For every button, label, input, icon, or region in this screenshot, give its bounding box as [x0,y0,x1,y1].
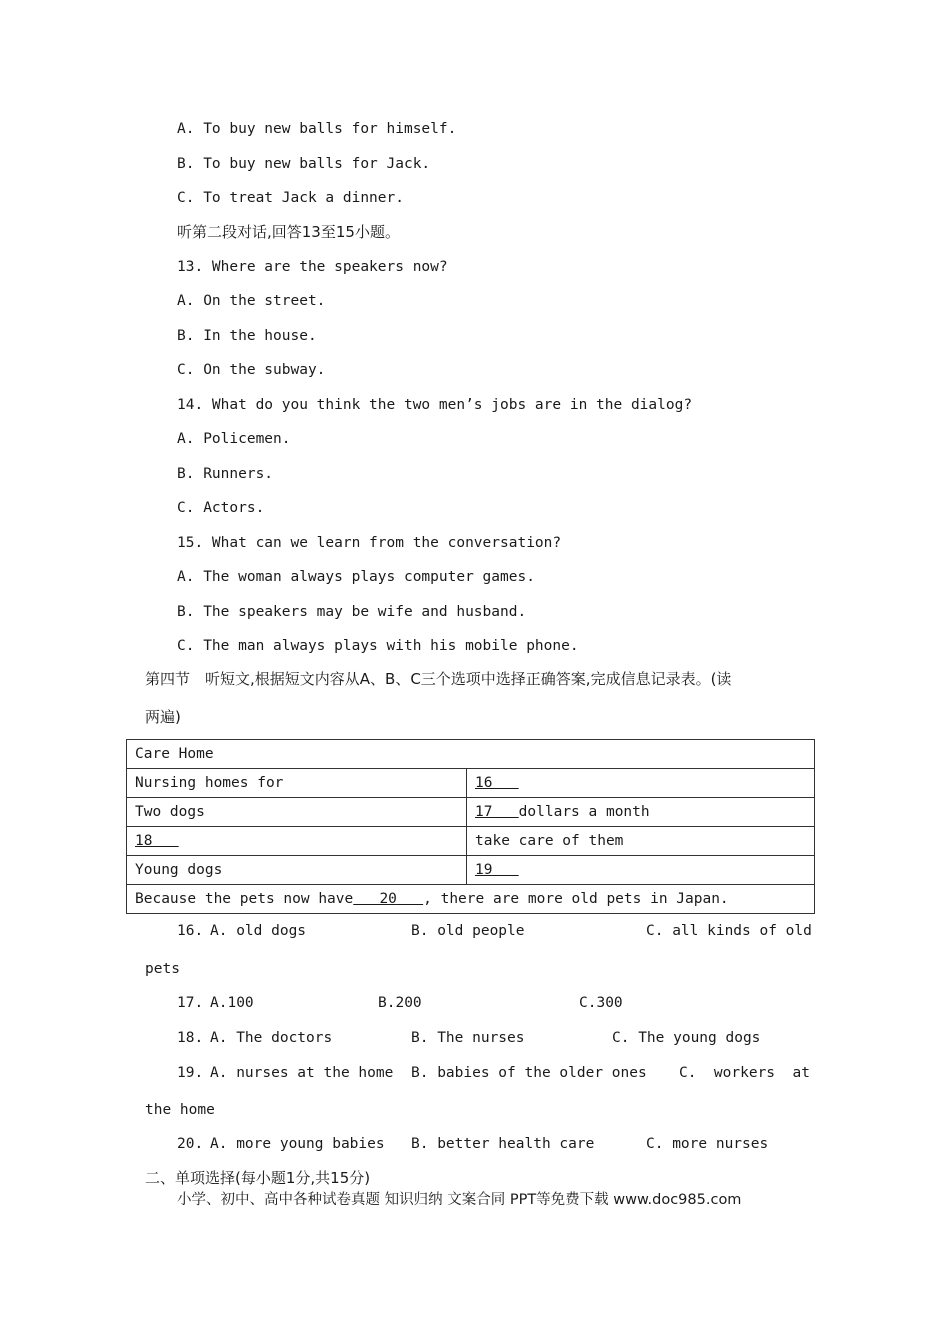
q15-question: 15. What can we learn from the conversation? [177,535,562,551]
q12-option-a: A. To buy new balls for himself. [177,121,457,137]
q16-option-c-continued: pets [145,961,180,977]
table-cell: take care of them [467,827,815,856]
table-cell: Young dogs [127,856,467,885]
q14-option-c: C. Actors. [177,500,265,516]
table-row [127,856,815,885]
q14-question: 14. What do you think the two men’s jobs are in the dialog? [177,397,693,413]
q17-option-b: B.200 [378,995,422,1011]
q15-option-a: A. The woman always plays computer games. [177,569,535,585]
blank-20: 20 [379,891,397,907]
q16-option-c: C. all kinds of old [646,923,812,939]
table-row [127,885,815,914]
q18-option-c: C. The young dogs [612,1030,761,1046]
q16-number: 16. [177,923,204,939]
table-cell [467,769,815,798]
table-row [127,827,815,856]
q18-number: 18. [177,1030,204,1046]
table-cell: Two dogs [127,798,467,827]
q19-option-c: C. workers at [679,1065,810,1081]
q18-option-b: B. The nurses [411,1030,525,1046]
table-row [127,798,815,827]
q20-option-a: A. more young babies [210,1136,385,1152]
blank-16: 16 [475,775,493,791]
q16-option-a: A. old dogs [210,923,307,939]
q19-option-a: A. nurses at the home [210,1065,394,1081]
q13-question: 13. Where are the speakers now? [177,259,448,275]
table-title: Care Home [127,740,815,769]
q20-option-b: B. better health care [411,1136,595,1152]
table-cell [467,856,815,885]
q12-option-c: C. To treat Jack a dinner. [177,190,404,206]
q13-option-c: C. On the subway. [177,362,326,378]
q20-number: 20. [177,1136,204,1152]
table-cell: 17 dollars a month [467,798,815,827]
q14-option-b: B. Runners. [177,466,274,482]
footer-watermark-text: 小学、初中、高中各种试卷真题 知识归纳 文案合同 PPT等免费下载 www.doc985.com [177,1192,742,1208]
q17-number: 17. [177,995,204,1011]
q13-option-b: B. In the house. [177,328,317,344]
table-cell [127,827,467,856]
q15-option-b: B. The speakers may be wife and husband. [177,604,527,620]
q16-option-b: B. old people [411,923,525,939]
q14-option-a: A. Policemen. [177,431,291,447]
part2-heading: 二、单项选择(每小题1分,共15分) [145,1169,371,1187]
info-record-table [126,739,815,914]
table-row [127,769,815,798]
q13-option-a: A. On the street. [177,293,326,309]
q19-option-b: B. babies of the older ones [411,1065,647,1081]
table-cell: Because the pets now have 20 , there are more old pets in Japan. [127,885,815,914]
blank-17: 17 [475,804,493,820]
blank-19: 19 [475,862,493,878]
q18-option-a: A. The doctors [210,1030,333,1046]
blank-18: 18 [135,833,153,849]
q12-option-b: B. To buy new balls for Jack. [177,156,431,172]
dialog2-instruction: 听第二段对话,回答13至15小题。 [177,223,400,241]
q15-option-c: C. The man always plays with his mobile phone. [177,638,579,654]
q19-number: 19. [177,1065,204,1081]
q20-option-c: C. more nurses [646,1136,769,1152]
table-cell: Nursing homes for [127,769,467,798]
section4-heading-line2: 两遍) [145,708,181,726]
section4-heading-line1: 第四节 听短文,根据短文内容从A、B、C三个选项中选择正确答案,完成信息记录表。(读 [145,670,732,688]
q17-option-a: A.100 [210,995,254,1011]
q19-option-c-continued: the home [145,1102,215,1118]
q17-option-c: C.300 [579,995,623,1011]
